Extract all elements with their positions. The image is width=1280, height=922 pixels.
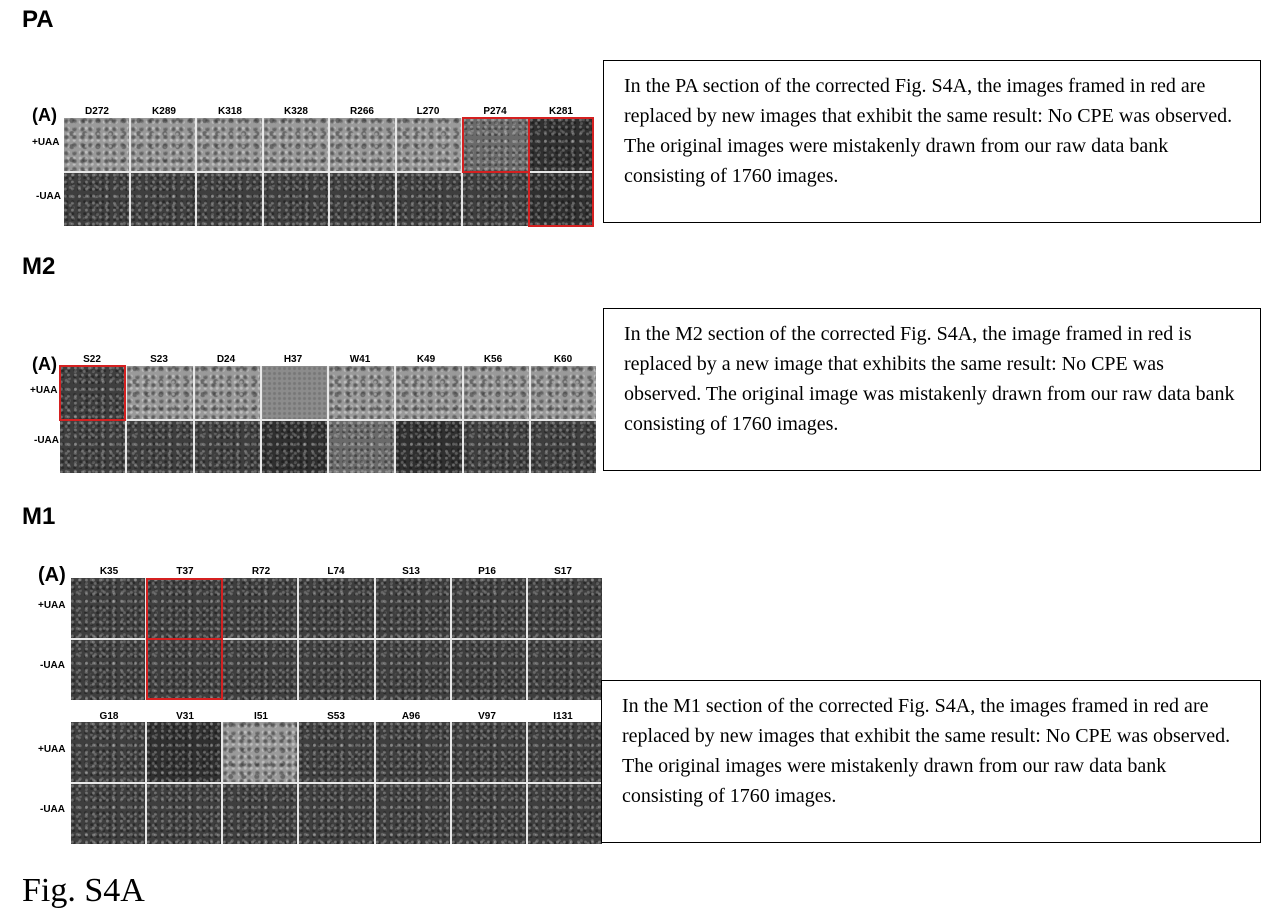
column-label: T37 [176,566,194,577]
column-label: K56 [483,354,503,365]
micrograph [197,118,262,171]
micrograph [197,173,262,226]
micrograph [264,173,329,226]
micrograph [262,366,327,419]
micrograph [71,784,145,844]
column-label: R266 [350,106,374,117]
row-label-minus-uaa: -UAA [40,804,65,815]
image-grid [60,366,596,473]
micrograph [452,722,526,782]
panel-letter: (A) [32,354,57,374]
micrograph [329,421,394,474]
micrograph [64,173,129,226]
micrograph [71,578,145,638]
column-label: L74 [327,566,345,577]
micrograph [530,118,595,171]
micrograph [195,366,260,419]
micrograph [299,640,373,700]
micrograph [376,784,450,844]
micrograph [329,366,394,419]
note-m2 [603,308,1261,471]
micrograph [376,578,450,638]
micrograph [397,173,462,226]
micrograph [223,640,297,700]
image-grid-top [71,578,602,700]
micrograph [147,784,221,844]
micrograph [147,640,221,700]
row-label-minus-uaa: -UAA [36,191,61,202]
micrograph [530,173,595,226]
note-text: In the M2 section of the corrected Fig. S4A, the image framed in red is replaced by a new image that exhibits the same result: No CPE was observed. The original image was mistakenly drawn from our raw data bank consisting of 1760 images. [624,323,1235,435]
micrograph [223,722,297,782]
micrograph [127,421,192,474]
column-label: K289 [152,106,176,117]
micrograph [131,118,196,171]
column-label: K60 [553,354,573,365]
micrograph [299,578,373,638]
column-label: K318 [218,106,242,117]
micrograph [528,578,602,638]
micrograph [464,421,529,474]
row-label-plus-uaa: +UAA [38,600,66,611]
image-grid [64,118,594,226]
micrograph [376,640,450,700]
row-label-minus-uaa: -UAA [40,660,65,671]
micrograph [528,640,602,700]
note-m1 [601,680,1261,843]
micrograph [299,784,373,844]
micrograph [60,421,125,474]
micrograph [463,173,528,226]
column-label: I51 [254,711,268,722]
panel-letter: (A) [32,105,57,125]
micrograph [299,722,373,782]
column-label: S22 [83,354,101,365]
section-title-m1: M1 [22,503,56,530]
column-label: S53 [327,711,345,722]
image-grid-bottom [71,722,602,844]
note-text: In the PA section of the corrected Fig. S4A, the images framed in red are replaced by new images that exhibit the same result: No CPE was observed. The original images were mistakenly drawn from our raw data bank consisting of 1760 images. [624,75,1233,187]
panel-letter: (A) [38,564,66,586]
column-label: S17 [554,566,572,577]
micrograph [397,118,462,171]
row-label-plus-uaa: +UAA [32,137,60,148]
column-label: K328 [284,106,308,117]
micrograph [262,421,327,474]
micrograph [531,421,596,474]
micrograph [60,366,125,419]
column-label: L270 [416,106,440,117]
micrograph [452,784,526,844]
micrograph [195,421,260,474]
column-label: K35 [99,566,119,577]
micrograph [71,640,145,700]
column-label: G18 [99,711,119,722]
micrograph [452,640,526,700]
micrograph [147,578,221,638]
column-label: P16 [478,566,496,577]
micrograph [131,173,196,226]
column-label: K49 [416,354,436,365]
column-label: P274 [483,106,507,117]
figure-caption: Fig. S4A [22,872,145,909]
column-label: W41 [349,354,371,365]
column-label: R72 [251,566,271,577]
column-label: A96 [401,711,421,722]
micrograph [452,578,526,638]
micrograph [223,578,297,638]
micrograph [330,173,395,226]
column-label: I131 [553,711,573,722]
micrograph [330,118,395,171]
column-label: H37 [283,354,303,365]
micrograph [528,784,602,844]
micrograph [64,118,129,171]
note-text: In the M1 section of the corrected Fig. S4A, the images framed in red are replaced by new images that exhibit the same result: No CPE was observed. The original images were mistakenly drawn from our raw data bank consisting of 1760 images. [622,695,1231,807]
micrograph [223,784,297,844]
column-label: S13 [402,566,420,577]
micrograph [531,366,596,419]
column-label: D272 [85,106,109,117]
column-label: V31 [176,711,194,722]
row-label-plus-uaa: +UAA [30,385,58,396]
column-label: K281 [549,106,573,117]
micrograph [463,118,528,171]
column-label: D24 [216,354,236,365]
micrograph [396,421,461,474]
section-title-m2: M2 [22,253,56,280]
section-title-pa: PA [22,6,54,33]
micrograph [376,722,450,782]
micrograph [71,722,145,782]
micrograph [127,366,192,419]
column-label: V97 [478,711,496,722]
micrograph [464,366,529,419]
micrograph [396,366,461,419]
note-pa [603,60,1261,223]
row-label-minus-uaa: -UAA [34,435,59,446]
micrograph [528,722,602,782]
micrograph [147,722,221,782]
row-label-plus-uaa: +UAA [38,744,66,755]
micrograph [264,118,329,171]
column-label: S23 [150,354,168,365]
